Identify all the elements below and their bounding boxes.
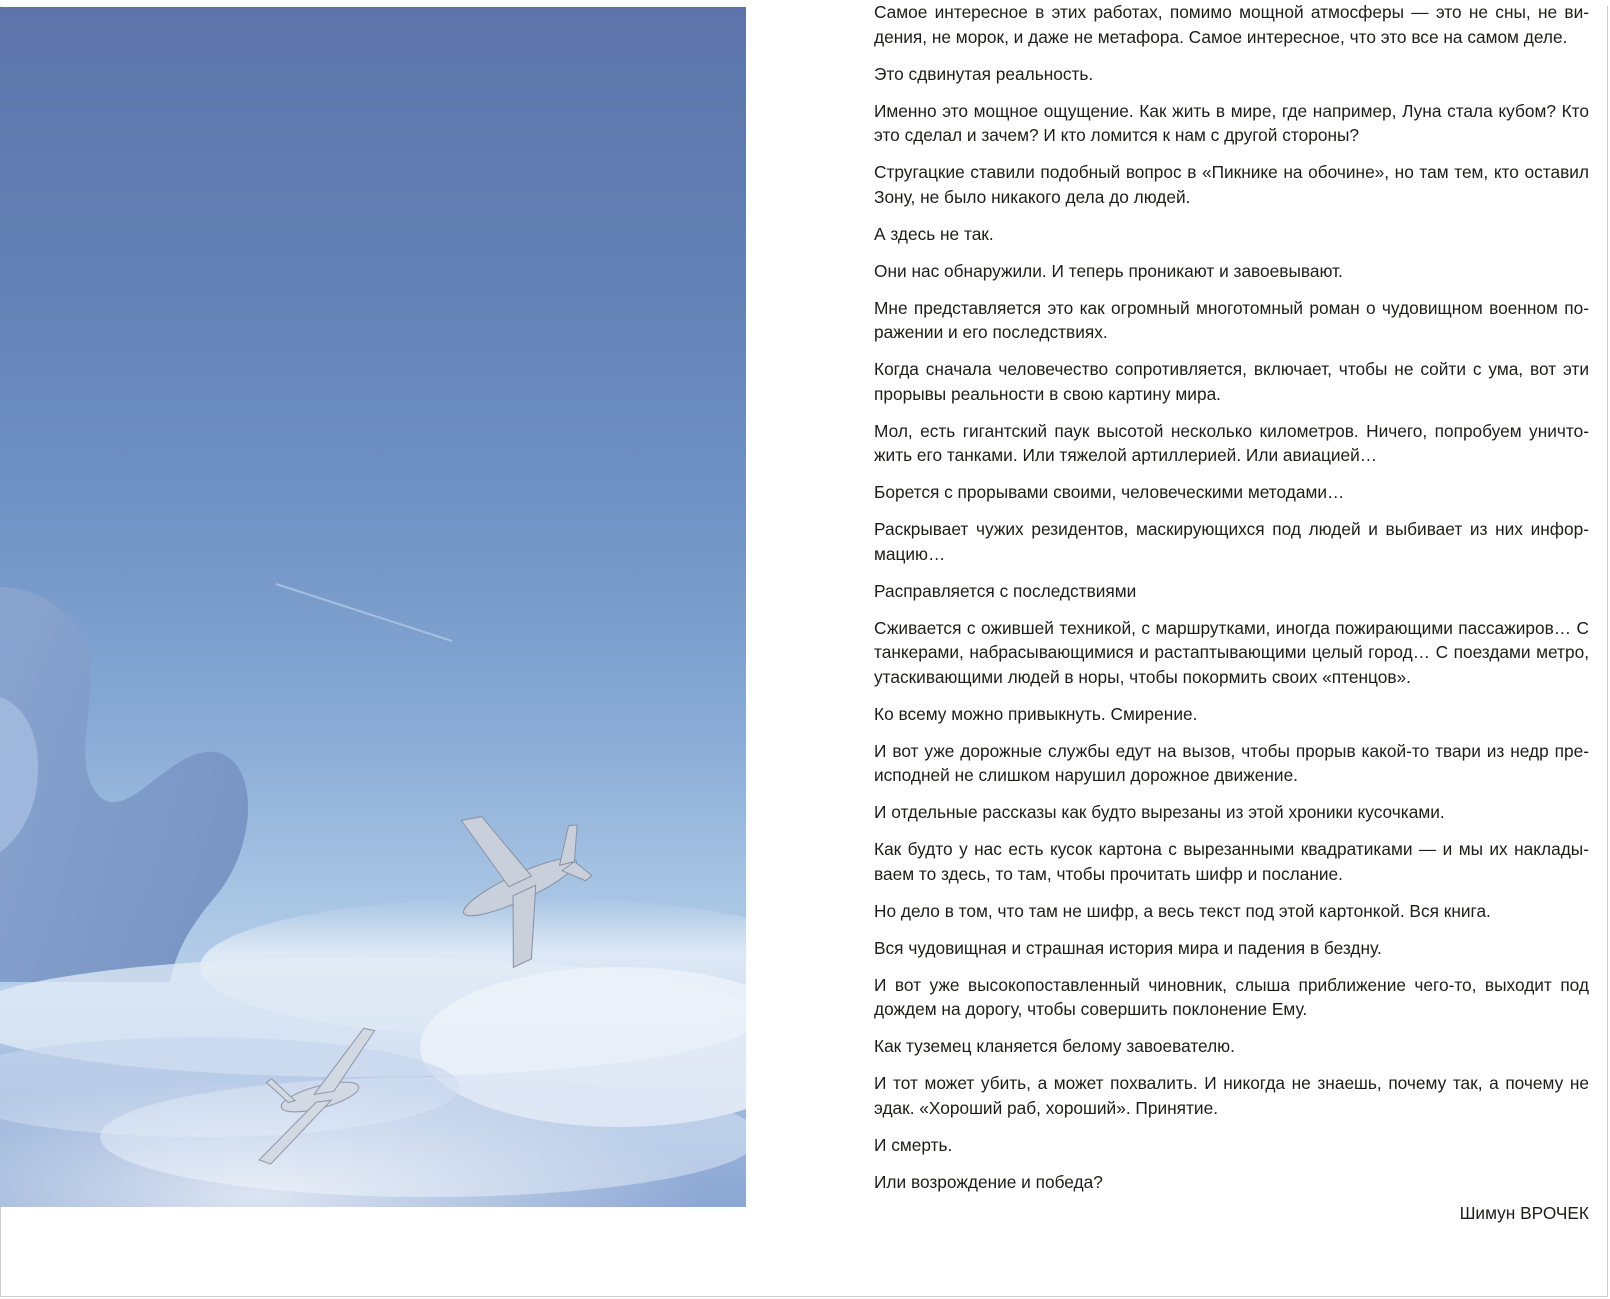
paragraph: И смерть. — [874, 1134, 953, 1155]
paragraph: Расправляется с последствиями — [874, 580, 1137, 601]
paragraph: Раскрывает чужих резидентов, маскирующихся под людей и выбивает из них информацию… — [874, 519, 1589, 564]
paragraph: И вот уже высокопоставленный чиновник, слыша приближение чего-то, выходит под дождем на дорогу, чтобы совершить поклонение Ему. — [874, 974, 1589, 1019]
paragraph: Стругацкие ставили подобный вопрос в «Пикнике на обочине», но там тем, кто оставил Зону, не было никакого дела до людей. — [874, 162, 1589, 207]
paragraph: Мол, есть гигантский паук высотой несколько километров. Ничего, попробуем уничтожить его танками. Или тяжелой артиллерией. Или авиацией… — [874, 420, 1589, 465]
paragraph: Это сдвинутая реальность. — [874, 63, 1094, 84]
paragraph: Вся чудовищная и страшная история мира и падения в бездну. — [874, 937, 1382, 958]
article-text — [874, 0, 1589, 1225]
illustration — [0, 7, 746, 1207]
paragraph: Или возрождение и победа? — [874, 1171, 1103, 1192]
paragraph: Как туземец кланяется белому завоевателю. — [874, 1036, 1235, 1056]
paragraph: Но дело в том, что там не шифр, а весь текст под этой картонкой. Вся книга. — [874, 900, 1491, 921]
paragraph: Самое интересное в этих работах, помимо мощной атмосферы — это не сны, не видения, не морок, и даже не метафора. Самое интересное, что это все на самом деле. — [874, 2, 1589, 47]
sky-with-aircraft-and-tentacle-image — [0, 7, 746, 1207]
paragraph: И тот может убить, а может похвалить. И никогда не знаешь, почему так, а почему не эдак. «Хороший раб, хороший». Принятие. — [874, 1073, 1589, 1118]
paragraph: Ко всему можно привыкнуть. Смирение. — [874, 703, 1198, 724]
paragraph: Именно это мощное ощущение. Как жить в мире, где например, Луна стала кубом? Кто это сделал и зачем? И кто ломится к нам с другой стороны? — [874, 100, 1589, 145]
paragraph: И вот уже дорожные службы едут на вызов, чтобы прорыв какой-то твари из недр преисподней не слишком нарушил дорожное движение. — [874, 740, 1589, 785]
paragraph: Сживается с ожившей техникой, с маршрутками, иногда пожирающими пассажиров… С танкерами, набрасывающимися и растаптывающими целый город… С поездами метро, утаскивающими людей в норы, чтобы покормить своих «птенцов». — [874, 617, 1589, 687]
paragraph: Борется с прорывами своими, человеческими методами… — [874, 482, 1345, 502]
paragraph: Мне представляется это как огромный многотомный роман о чудовищном военном поражении и его последствиях. — [874, 297, 1589, 342]
paragraph: Как будто у нас есть кусок картона с вырезанными квадратиками — и мы их накладываем то здесь, то там, чтобы прочитать шифр и послание. — [874, 839, 1589, 884]
paragraph: А здесь не так. — [874, 223, 994, 244]
paragraph: Когда сначала человечество сопротивляется, включает, чтобы не сойти с ума, вот эти прорывы реальности в свою картину мира. — [874, 359, 1589, 404]
author-signature: Шимун ВРОЧЕК — [1459, 1202, 1589, 1223]
paragraph: Они нас обнаружили. И теперь проникают и завоевывают. — [874, 260, 1343, 281]
paragraph: И отдельные рассказы как будто вырезаны из этой хроники кусочками. — [874, 802, 1445, 822]
